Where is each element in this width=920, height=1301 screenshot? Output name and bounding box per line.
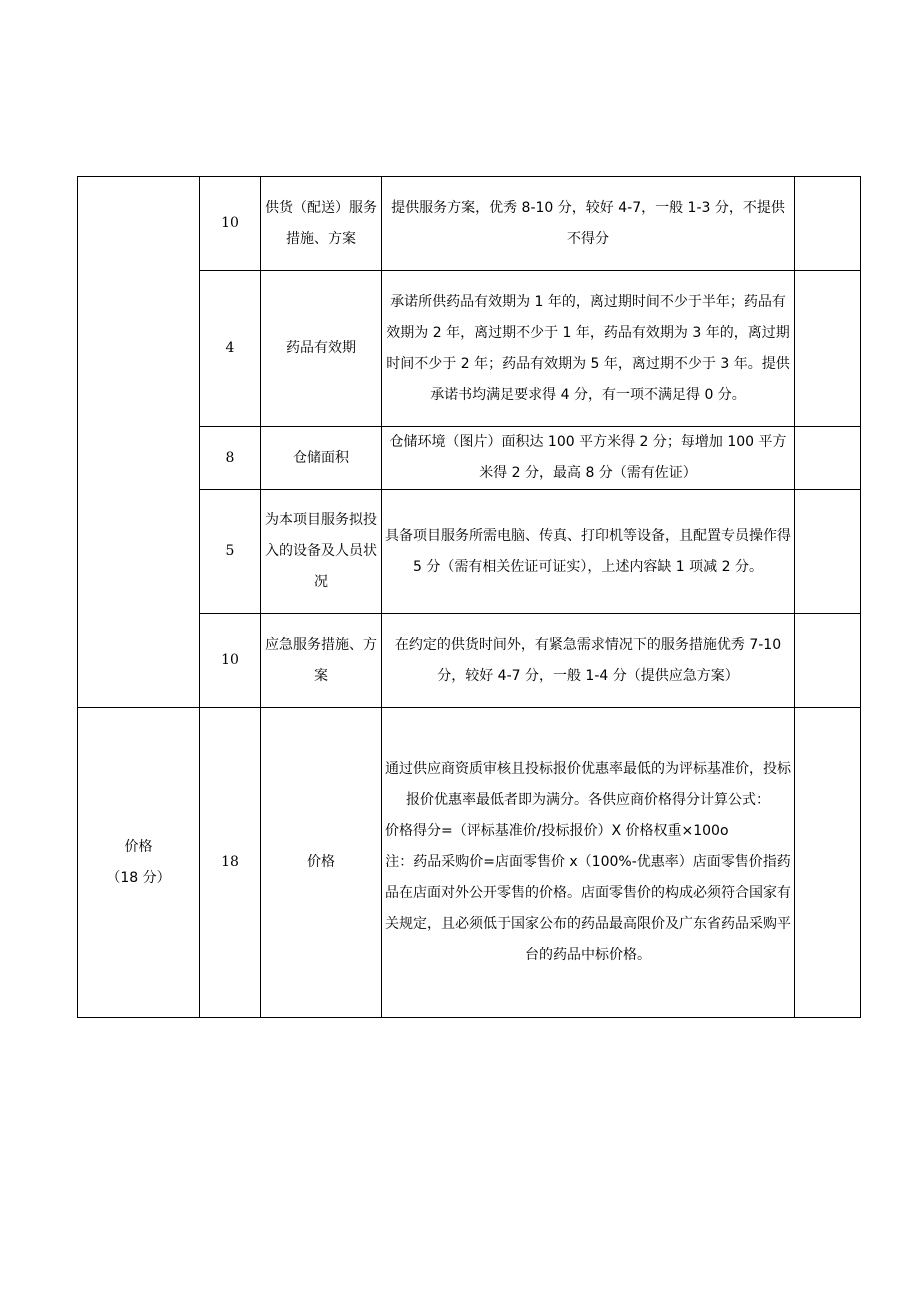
- category-cell-empty: [78, 177, 200, 708]
- scoring-table: [77, 176, 861, 1018]
- item-cell: 为本项目服务拟投入的设备及人员状况: [261, 490, 382, 614]
- score-cell: 8: [200, 427, 261, 490]
- remark-cell: [795, 271, 861, 427]
- category-cell: [78, 708, 200, 1018]
- criteria-text: 仓储环境（图片）面积达 100 平方米得 2 分；每增加 100 平方米得 2 分，最高 8 分（需有佐证）: [389, 434, 787, 481]
- criteria-text: 通过供应商资质审核且投标报价优惠率最低的为评标基准价，投标报价优惠率最低者即为满分。各供应商价格得分计算公式：: [385, 761, 791, 808]
- score-cell: 5: [200, 490, 261, 614]
- score-cell: 4: [200, 271, 261, 427]
- criteria-cell: [382, 490, 795, 614]
- category-points: （18 分）: [106, 869, 171, 886]
- criteria-text: 具备项目服务所需电脑、传真、打印机等设备，且配置专员操作得 5 分（需有相关佐证可证实），上述内容缺 1 项减 2 分。: [385, 527, 791, 575]
- remark-cell: [795, 708, 861, 1018]
- remark-cell: [795, 490, 861, 614]
- item-cell: 价格: [261, 708, 382, 1018]
- criteria-cell: [382, 708, 795, 1018]
- criteria-cell: [382, 427, 795, 490]
- item-cell: 仓储面积: [261, 427, 382, 490]
- category-label: 价格: [124, 838, 153, 855]
- item-cell: 应急服务措施、方案: [261, 614, 382, 708]
- table-row-price: [78, 708, 861, 1018]
- score-cell: 18: [200, 708, 261, 1018]
- criteria-text: 承诺所供药品有效期为 1 年的，离过期时间不少于半年；药品有效期为 2 年，离过期不少于 1 年，药品有效期为 3 年的，离过期时间不少于 2 年；药品有效期为 5 年，离过期不少于 3 年。提供承诺书均满足要求得 4 分，有一项不满足得 0 分。: [386, 293, 790, 403]
- price-formula: 价格得分=（评标基准价/投标报价）X 价格权重×100o: [385, 823, 729, 839]
- criteria-text: 提供服务方案，优秀 8-10 分，较好 4-7，一般 1-3 分，不提供不得分: [391, 199, 785, 247]
- table-row: [78, 177, 861, 271]
- remark-cell: [795, 614, 861, 708]
- remark-cell: [795, 177, 861, 271]
- criteria-cell: [382, 177, 795, 271]
- item-cell: 药品有效期: [261, 271, 382, 427]
- criteria-cell: [382, 271, 795, 427]
- criteria-note: 注：药品采购价=店面零售价 x（100%-优惠率）店面零售价指药品在店面对外公开零售的价格。店面零售价的构成必须符合国家有关规定，且必须低于国家公布的药品最高限价及广东省药品采购平台的药品中标价格。: [385, 854, 791, 963]
- score-cell: 10: [200, 614, 261, 708]
- remark-cell: [795, 427, 861, 490]
- criteria-cell: [382, 614, 795, 708]
- item-cell: 供货（配送）服务措施、方案: [261, 177, 382, 271]
- score-cell: 10: [200, 177, 261, 271]
- criteria-text: 在约定的供货时间外，有紧急需求情况下的服务措施优秀 7-10 分，较好 4-7 分，一般 1-4 分（提供应急方案）: [394, 636, 782, 684]
